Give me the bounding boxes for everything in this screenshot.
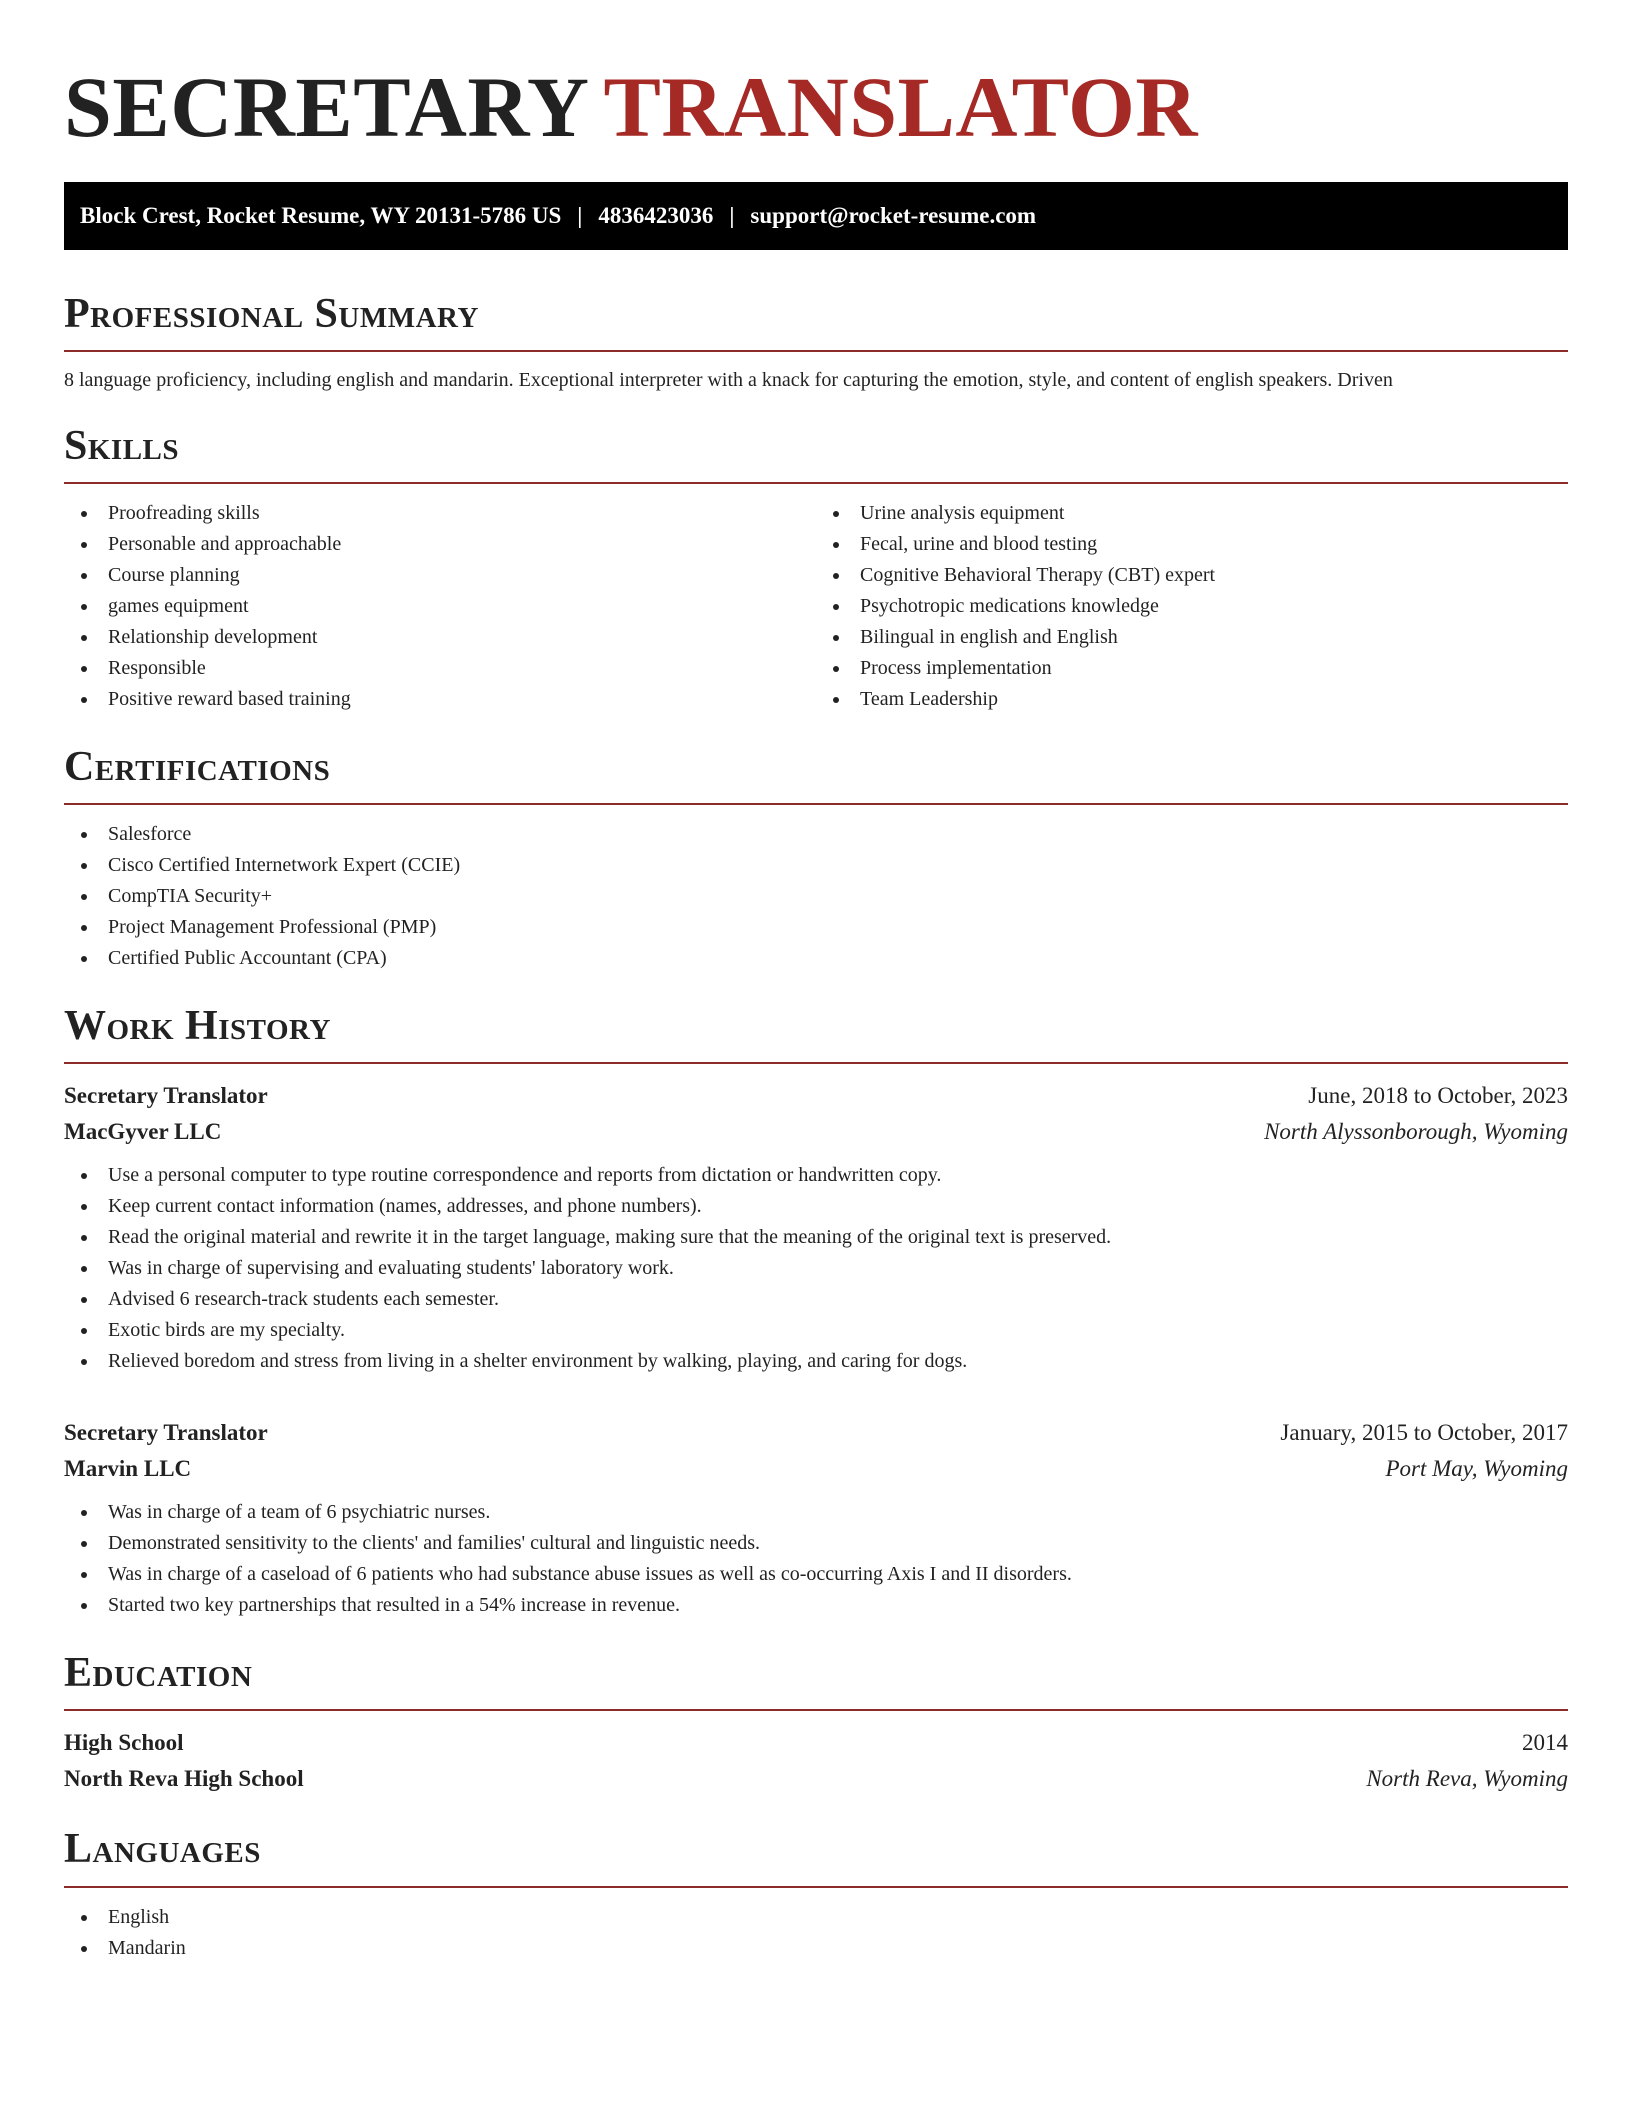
skills-section: [64, 424, 1568, 715]
first-name: SECRETARY: [64, 59, 590, 155]
job-duty-item: Keep current contact information (names, addresses, and phone numbers).: [64, 1191, 1568, 1222]
contact-phone: 4836423036: [598, 203, 714, 228]
job-role: Secretary Translator: [64, 1083, 268, 1109]
certification-item: Certified Public Accountant (CPA): [64, 943, 1568, 974]
skill-item: Process implementation: [816, 653, 1568, 684]
certification-item: CompTIA Security+: [64, 881, 1568, 912]
job-company: MacGyver LLC: [64, 1119, 222, 1145]
contact-address: Block Crest, Rocket Resume, WY 20131-5786 US: [80, 203, 562, 228]
skill-item: Urine analysis equipment: [816, 498, 1568, 529]
skills-list-left: [64, 498, 816, 715]
section-divider: [64, 482, 1568, 484]
skill-item: Personable and approachable: [64, 529, 816, 560]
section-title: Skills: [64, 423, 180, 470]
section-divider: [64, 1886, 1568, 1888]
contact-separator: |: [577, 203, 583, 228]
skill-item: Psychotropic medications knowledge: [816, 591, 1568, 622]
job-duties-list: [64, 1160, 1568, 1377]
job-entry: [64, 1078, 1568, 1377]
job-duty-item: Was in charge of supervising and evaluating students' laboratory work.: [64, 1253, 1568, 1284]
job-duty-item: Started two key partnerships that resulted in a 54% increase in revenue.: [64, 1590, 1568, 1621]
education-location: North Reva, Wyoming: [1366, 1766, 1568, 1792]
certification-item: Project Management Professional (PMP): [64, 912, 1568, 943]
job-duty-item: Was in charge of a team of 6 psychiatric nurses.: [64, 1497, 1568, 1528]
certification-item: Cisco Certified Internetwork Expert (CCIE): [64, 850, 1568, 881]
job-location: Port May, Wyoming: [1385, 1456, 1568, 1482]
skill-item: Bilingual in english and English: [816, 622, 1568, 653]
section-title: Languages: [64, 1826, 261, 1873]
work-history-section: [64, 1004, 1568, 1621]
skill-item: Fecal, urine and blood testing: [816, 529, 1568, 560]
skill-item: Relationship development: [64, 622, 816, 653]
skill-item: Positive reward based training: [64, 684, 816, 715]
languages-section: [64, 1827, 1568, 1963]
education-degree: High School: [64, 1730, 184, 1756]
job-location: North Alyssonborough, Wyoming: [1264, 1119, 1568, 1145]
language-item: English: [64, 1902, 1568, 1933]
certifications-section: [64, 745, 1568, 974]
section-title: Certifications: [64, 744, 331, 791]
job-company: Marvin LLC: [64, 1456, 192, 1482]
skill-item: games equipment: [64, 591, 816, 622]
job-dates: June, 2018 to October, 2023: [1308, 1083, 1568, 1109]
last-name: TRANSLATOR: [603, 59, 1198, 155]
skills-list-right: [816, 498, 1568, 715]
resume-name: [64, 59, 1568, 155]
job-duty-item: Advised 6 research-track students each semester.: [64, 1284, 1568, 1315]
education-section: [64, 1651, 1568, 1797]
section-title: Work History: [64, 1003, 331, 1050]
job-duty-item: Exotic birds are my specialty.: [64, 1315, 1568, 1346]
job-duty-item: Relieved boredom and stress from living in a shelter environment by walking, playing, and caring for dogs.: [64, 1346, 1568, 1377]
languages-list: [64, 1902, 1568, 1964]
education-school: North Reva High School: [64, 1766, 304, 1792]
job-duty-item: Read the original material and rewrite it in the target language, making sure that the meaning of the original text is preserved.: [64, 1222, 1568, 1253]
summary-section: [64, 292, 1568, 394]
job-duty-item: Use a personal computer to type routine correspondence and reports from dictation or handwritten copy.: [64, 1160, 1568, 1191]
skill-item: Team Leadership: [816, 684, 1568, 715]
contact-separator: |: [729, 203, 735, 228]
certification-item: Salesforce: [64, 819, 1568, 850]
job-dates: January, 2015 to October, 2017: [1280, 1420, 1568, 1446]
job-entry: [64, 1415, 1568, 1621]
contact-email[interactable]: support@rocket-resume.com: [750, 203, 1037, 228]
summary-text: 8 language proficiency, including english and mandarin. Exceptional interpreter with a knack for capturing the emotion, style, and content of english speakers. Driven: [64, 369, 1393, 392]
contact-bar: [64, 182, 1568, 250]
section-title: Professional Summary: [64, 291, 479, 337]
certifications-list: [64, 819, 1568, 974]
skill-item: Responsible: [64, 653, 816, 684]
job-duties-list: [64, 1497, 1568, 1621]
job-role: Secretary Translator: [64, 1420, 268, 1446]
skill-item: Proofreading skills: [64, 498, 816, 529]
skill-item: Cognitive Behavioral Therapy (CBT) expert: [816, 560, 1568, 591]
education-year: 2014: [1522, 1730, 1568, 1756]
skills-columns: [64, 498, 1568, 715]
job-duty-item: Demonstrated sensitivity to the clients' and families' cultural and linguistic needs.: [64, 1528, 1568, 1559]
language-item: Mandarin: [64, 1933, 1568, 1964]
section-divider: [64, 1709, 1568, 1711]
section-divider: [64, 350, 1568, 352]
section-divider: [64, 803, 1568, 805]
job-duty-item: Was in charge of a caseload of 6 patients who had substance abuse issues as well as co-occurring Axis I and II disorders.: [64, 1559, 1568, 1590]
section-title: Education: [64, 1650, 253, 1697]
section-divider: [64, 1062, 1568, 1064]
skill-item: Course planning: [64, 560, 816, 591]
